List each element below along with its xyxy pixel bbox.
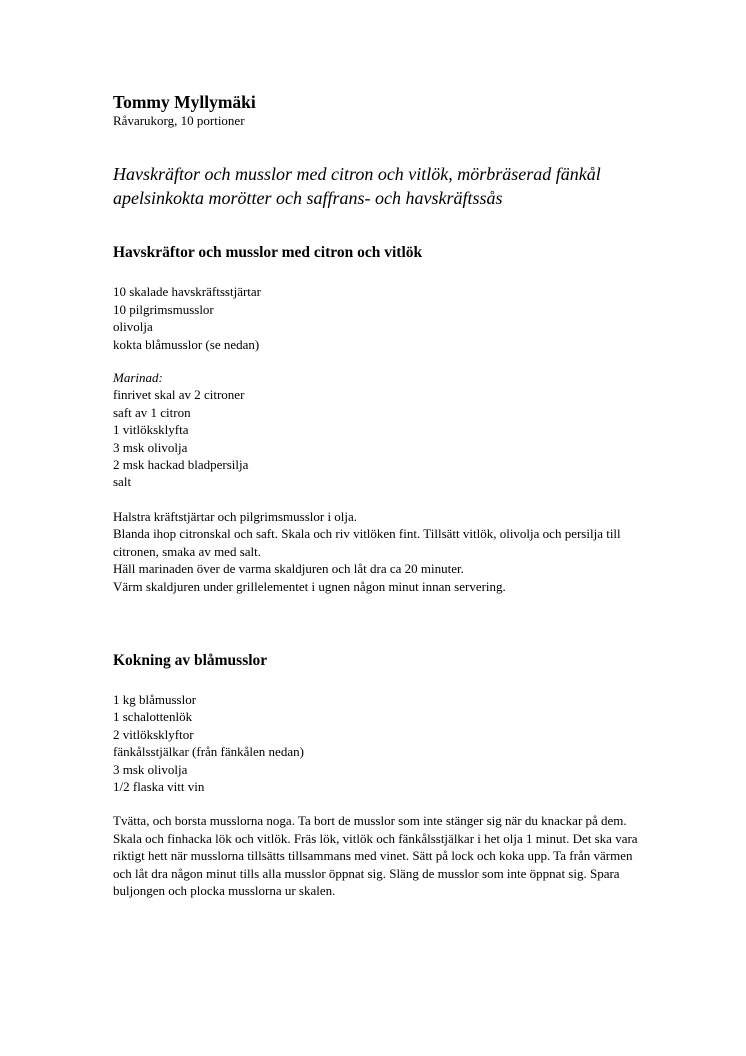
instruction-paragraph: Blanda ihop citronskal och saft. Skala och riv vitlöken fint. Tillsätt vitlök, olivolja och persilja till citronen, smaka av med salt. bbox=[113, 526, 621, 559]
instructions-1 bbox=[113, 508, 643, 595]
ingredient-item: 1 kg blåmusslor bbox=[113, 691, 197, 707]
ingredient-item: 10 pilgrimsmusslor bbox=[113, 301, 214, 317]
ingredient-list-2 bbox=[113, 691, 643, 795]
section-heading-havskraftor: Havskräftor och musslor med citron och vitlök bbox=[113, 244, 423, 262]
instruction-paragraph: Värm skaldjuren under grillelementet i ugnen någon minut innan servering. bbox=[113, 578, 506, 594]
ingredient-item: kokta blåmusslor (se nedan) bbox=[113, 336, 260, 352]
ingredient-item: 3 msk olivolja bbox=[113, 761, 188, 777]
instruction-paragraph: Halstra kräftstjärtar och pilgrimsmusslor i olja. bbox=[113, 508, 358, 524]
section-heading-blamusslor: Kokning av blåmusslor bbox=[113, 651, 268, 669]
ingredient-item: 1 schalottenlök bbox=[113, 709, 193, 725]
instructions-2 bbox=[113, 812, 643, 899]
ingredient-list-1 bbox=[113, 283, 643, 353]
marinad-item: 3 msk olivolja bbox=[113, 439, 188, 455]
instruction-paragraph: Häll marinaden över de varma skaldjuren och låt dra ca 20 minuter. bbox=[113, 561, 464, 577]
ingredient-item: 10 skalade havskräftsstjärtar bbox=[113, 284, 262, 300]
ingredient-item: olivolja bbox=[113, 319, 153, 335]
marinad-item: finrivet skal av 2 citroner bbox=[113, 387, 245, 403]
marinad-item: 1 vitlöksklyfta bbox=[113, 422, 189, 438]
recipe-subtitle: Råvarukorg, 10 portioner bbox=[113, 113, 245, 128]
instruction-paragraph: Skala och finhacka lök och vitlök. Fräs lök, vitlök och fänkålsstjälkar i het olja 1 minut. Det ska vara riktigt hett när musslorna tillsätts tillsammans med vinet. Sätt på lock och koka upp. Ta från värmen och låt dra någon minut tills alla musslor öppnat sig. Släng de musslor som inte öppnat sig. Spara buljongen och plocka musslorna ur skalen. bbox=[113, 830, 638, 898]
marinad-item: salt bbox=[113, 474, 132, 490]
ingredient-item: 2 vitlöksklyftor bbox=[113, 726, 194, 742]
ingredient-item: 1/2 flaska vitt vin bbox=[113, 778, 205, 794]
dish-title: Havskräftor och musslor med citron och vitlök, mörbräserad fänkål apelsinkokta morötter och saffrans- och havskräftssås bbox=[113, 164, 601, 209]
document-page bbox=[113, 92, 643, 899]
author-name: Tommy Myllymäki bbox=[113, 92, 256, 112]
ingredient-item: fänkålsstjälkar (från fänkålen nedan) bbox=[113, 744, 304, 760]
instruction-paragraph: Tvätta, och borsta musslorna noga. Ta bort de musslor som inte stänger sig när du knackar på dem. bbox=[113, 813, 627, 829]
marinad-item: 2 msk hackad bladpersilja bbox=[113, 457, 249, 473]
marinad-list bbox=[113, 369, 643, 491]
marinad-label: Marinad: bbox=[113, 370, 163, 386]
marinad-item: saft av 1 citron bbox=[113, 404, 191, 420]
